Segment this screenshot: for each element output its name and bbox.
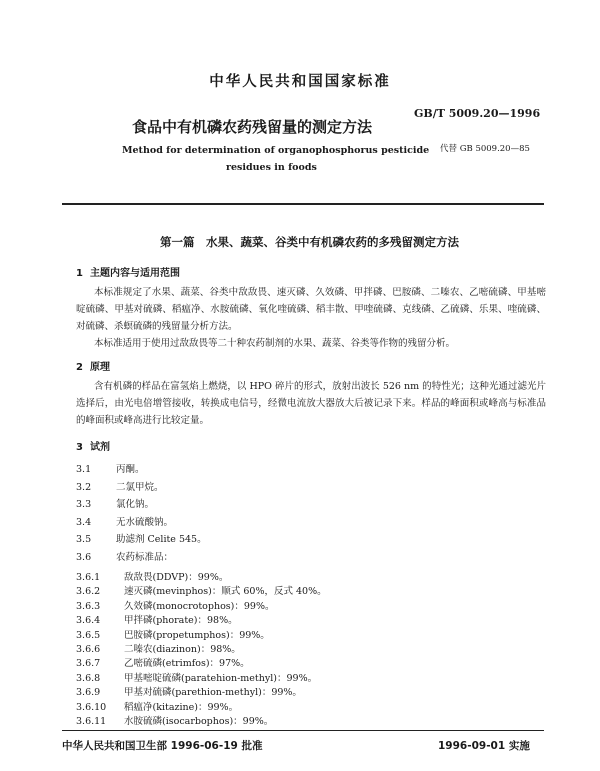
pesticide-standard-item — [76, 713, 273, 727]
standard-number: GB/T 5009.20—1996 — [414, 107, 541, 120]
item-text: 助滤剂 Celite 545。 — [116, 534, 207, 546]
reagent-item — [76, 479, 164, 493]
item-number: 3.6.1 — [76, 572, 101, 583]
item-text: 乙嘧硫磷(etrimfos)：97%。 — [124, 658, 250, 670]
section-number: 1 — [76, 268, 83, 279]
section-2-heading — [76, 358, 110, 373]
pesticide-standard-item — [76, 655, 250, 669]
item-text: 甲基对硫磷(parethion-methyl)：99%。 — [124, 687, 302, 699]
item-number: 3.6.9 — [76, 687, 101, 699]
item-number: 3.6.5 — [76, 629, 101, 641]
item-text: 久效磷(monocrotophos)：99%。 — [124, 600, 275, 612]
pesticide-standard-item — [76, 627, 270, 641]
replaces-note: 代替 GB 5009.20—85 — [440, 144, 530, 154]
footer-divider — [62, 730, 544, 731]
item-text: 敌敌畏(DDVP)：99%。 — [124, 572, 229, 583]
item-text: 水胺硫磷(isocarbophos)：99%。 — [124, 716, 274, 727]
item-text: 速灭磷(mevinphos)：顺式 60%，反式 40%。 — [124, 586, 327, 598]
item-text: 稻瘟净(kitazine)：99%。 — [124, 701, 239, 713]
section-number: 3 — [76, 442, 83, 453]
item-text: 氯化钠。 — [116, 499, 155, 511]
item-number: 3.6.6 — [76, 644, 101, 655]
reagent-item — [76, 549, 173, 563]
item-number: 3.1 — [76, 464, 92, 475]
pesticide-standard-item — [76, 598, 275, 612]
item-number: 3.6.3 — [76, 600, 101, 612]
section-3-heading — [76, 438, 110, 453]
section-2-paragraph-1: 含有机磷的样品在富氢焰上燃烧，以 HPO 碎片的形式，放射出波长 526 nm 的特性光；这种光通过滤光片选择后，由光电倍增管接收，转换成电信号，经微电流放大器放大后被记录下来。样品的峰面积或峰高与标准品的峰面积或峰高进行比较定量。 — [76, 381, 546, 426]
english-title-line1: Method for determination of organophosphorus pesticide — [122, 145, 430, 156]
pesticide-standard-item — [76, 569, 228, 583]
item-number: 3.6.8 — [76, 672, 101, 684]
section-1-paragraph-2: 本标准适用于使用过敌敌畏等二十种农药制剂的水果、蔬菜、谷类等作物的残留分析。 — [94, 338, 456, 349]
item-text: 农药标准品： — [116, 552, 174, 563]
item-text: 无水硫酸钠。 — [116, 516, 174, 528]
pesticide-standard-item — [76, 670, 317, 684]
section-1-paragraph-1: 本标准规定了水果、蔬菜、谷类中敌敌畏、速灭磷、久效磷、甲拌磷、巴胺磷、二嗪农、乙嘧硫磷、甲基嘧啶硫磷、甲基对硫磷、稻瘟净、水胺硫磷、氧化喹硫磷、稻丰散、甲喹硫磷、克线磷、乙硫磷、乐果、喹硫磷、对硫磷、杀螟硫磷的残留量分析方法。 — [76, 287, 546, 332]
item-number: 3.6.11 — [76, 716, 107, 727]
pesticide-standard-item — [76, 641, 241, 655]
implementation-date: 1996-09-01 实施 — [438, 740, 530, 752]
section-1-heading — [76, 264, 180, 279]
item-number: 3.3 — [76, 499, 92, 511]
item-number: 3.6.10 — [76, 701, 107, 713]
section-number: 2 — [76, 362, 83, 373]
pesticide-standard-item — [76, 684, 302, 698]
item-number: 3.2 — [76, 481, 92, 493]
pesticide-standard-item — [76, 612, 238, 626]
section-title: 试剂 — [90, 442, 110, 453]
item-number: 3.6 — [76, 552, 92, 563]
item-text: 甲基嘧啶硫磷(paratehion-methyl)：99%。 — [124, 672, 318, 684]
part-title: 第一篇 水果、蔬菜、谷类中有机磷农药的多残留测定方法 — [160, 235, 459, 249]
standard-title: 中华人民共和国国家标准 — [209, 74, 391, 90]
item-number: 3.6.4 — [76, 615, 101, 627]
reagent-item — [76, 461, 145, 475]
item-text: 巴胺磷(propetumphos)：99%。 — [124, 629, 270, 641]
reagent-item — [76, 496, 154, 510]
item-text: 甲拌磷(phorate)：98%。 — [124, 615, 238, 627]
item-number: 3.6.2 — [76, 586, 101, 598]
header-divider — [62, 203, 544, 205]
item-text: 丙酮。 — [116, 464, 145, 475]
section-title: 主题内容与适用范围 — [90, 268, 180, 279]
item-text: 二氯甲烷。 — [116, 481, 164, 493]
document-title: 食品中有机磷农药残留量的测定方法 — [132, 118, 373, 136]
section-title: 原理 — [90, 362, 110, 373]
reagent-item — [76, 514, 173, 528]
item-number: 3.6.7 — [76, 658, 101, 670]
pesticide-standard-item — [76, 699, 238, 713]
approval-note: 中华人民共和国卫生部 1996-06-19 批准 — [62, 740, 263, 752]
item-number: 3.5 — [76, 534, 92, 546]
pesticide-standard-item — [76, 583, 327, 597]
reagent-item — [76, 531, 207, 545]
item-text: 二嗪农(diazinon)：98%。 — [124, 644, 241, 655]
english-title-line2: residues in foods — [226, 162, 317, 173]
item-number: 3.4 — [76, 516, 92, 528]
